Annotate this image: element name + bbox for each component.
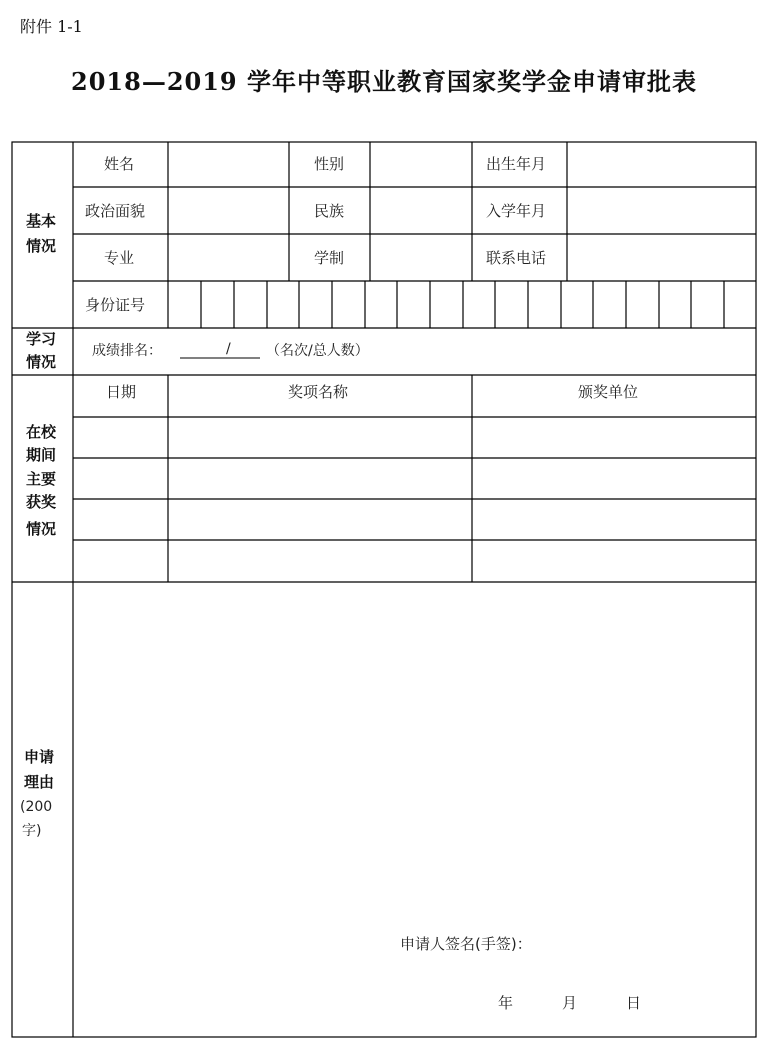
label-political: 政治面貌 [85,202,146,220]
label-name: 姓名 [104,155,135,173]
signature-label: 申请人签名(手签)： [400,935,532,953]
section-reason-l3: (200 [20,799,53,815]
section-awards-l4: 获奖 [26,493,57,511]
label-birth: 出生年月 [486,155,547,173]
section-study-l1: 学习 [26,330,57,348]
date-year: 年 [498,994,514,1012]
form-title: 2018—2019 学年中等职业教育国家奖学金申请审批表 [71,67,697,96]
label-phone: 联系电话 [486,249,547,267]
section-reason-l4: 字) [22,823,42,839]
awards-header-date: 日期 [106,383,137,401]
attachment-label: 附件 1-1 [20,17,83,36]
label-major: 专业 [104,249,135,267]
date-month: 月 [562,994,578,1012]
section-awards-l3: 主要 [26,470,57,488]
ranking-label: 成绩排名： [92,343,162,359]
label-system: 学制 [314,249,345,267]
label-gender: 性别 [314,155,345,173]
section-reason-l2: 理由 [24,773,55,791]
ranking-separator: / [226,341,231,357]
section-awards-l1: 在校 [26,423,57,441]
label-ethnicity: 民族 [314,202,345,220]
label-id-number: 身份证号 [85,296,146,314]
awards-header-org: 颁奖单位 [578,383,639,401]
form-border [12,142,756,1037]
section-awards-l2: 期间 [26,446,57,464]
ranking-note: （名次/总人数） [266,343,369,359]
section-awards-l5: 情况 [26,520,57,538]
section-basic-l1: 基本 [26,212,57,230]
label-enroll: 入学年月 [486,202,547,220]
section-basic-l2: 情况 [26,237,57,255]
date-day: 日 [626,994,642,1012]
awards-header-name: 奖项名称 [288,383,349,401]
section-study-l2: 情况 [26,353,57,371]
section-reason-l1: 申请 [24,748,55,766]
